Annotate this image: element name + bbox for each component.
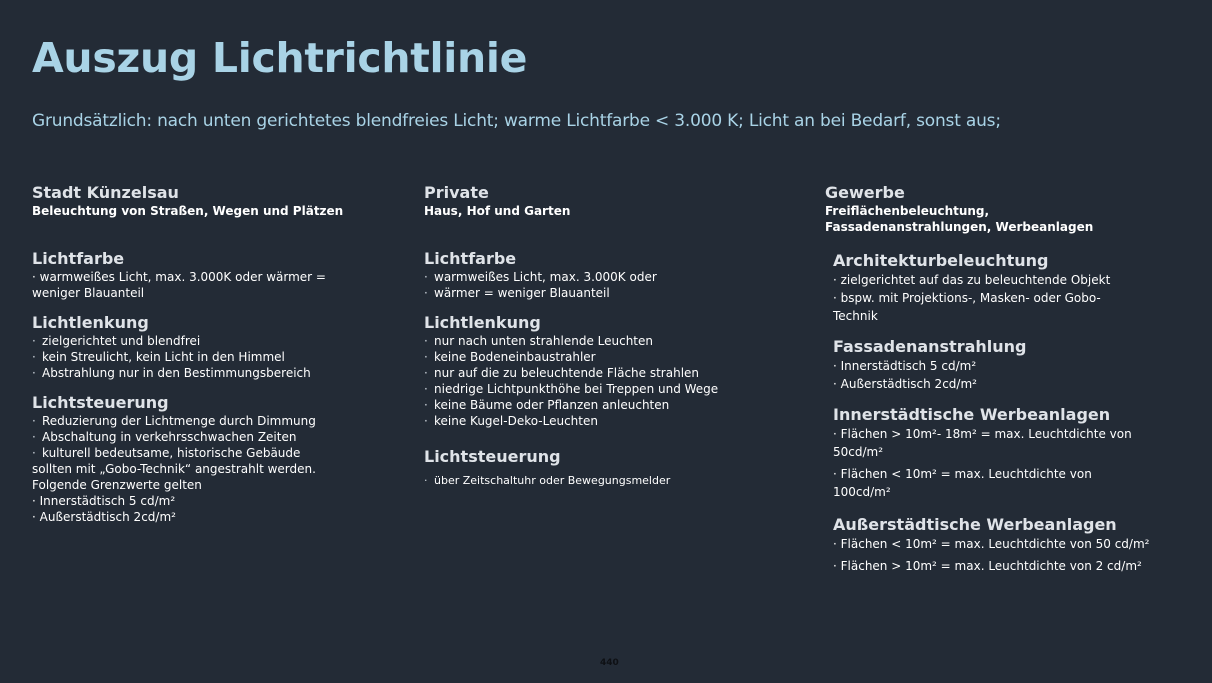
list-item: weniger Blauanteil [32, 286, 145, 300]
heading-innerstaedtisch: Innerstädtische Werbeanlagen [833, 405, 1111, 424]
column-stadt [32, 183, 402, 525]
column-title: Gewerbe [825, 183, 905, 202]
list-fassade [833, 357, 1205, 393]
list-item: · niedrige Lichtpunkthöhe bei Treppen und Wege [424, 382, 719, 396]
list-architektur [833, 271, 1205, 325]
bullet-icon: · [32, 334, 36, 348]
list-lichtfarbe [424, 269, 794, 301]
list-lichtsteuerung [424, 473, 794, 489]
list-item: Folgende Grenzwerte gelten [32, 478, 202, 492]
list-item: · keine Bodeneinbaustrahler [424, 350, 596, 364]
list-ausserstaedtisch [833, 535, 1205, 575]
list-lichtsteuerung [32, 413, 402, 525]
list-lichtfarbe [32, 269, 402, 301]
list-innerstaedtisch [833, 425, 1205, 501]
list-item: · Außerstädtisch 2cd/m² [833, 377, 977, 391]
intro-text: Grundsätzlich: nach unten gerichtetes blendfreies Licht; warme Lichtfarbe < 3.000 K; Licht an bei Bedarf, sonst aus; [32, 111, 1001, 131]
list-item: · Außerstädtisch 2cd/m² [32, 510, 176, 524]
column-subtitle: Fassadenanstrahlungen, Werbeanlagen [825, 220, 1094, 234]
bullet-icon: · [424, 270, 428, 284]
list-item: · über Zeitschaltuhr oder Bewegungsmelder [424, 474, 671, 487]
bullet-icon: · [424, 334, 428, 348]
list-item: · Innerstädtisch 5 cd/m² [32, 494, 176, 508]
list-item: · Abschaltung in verkehrsschwachen Zeiten [32, 430, 297, 444]
list-item: · keine Bäume oder Pflanzen anleuchten [424, 398, 670, 412]
list-item: · keine Kugel-Deko-Leuchten [424, 414, 598, 428]
column-subtitle: Freiflächenbeleuchtung, [825, 204, 990, 218]
column-private [424, 183, 794, 489]
list-item: · warmweißes Licht, max. 3.000K oder wärmer = [32, 270, 326, 284]
bullet-icon: · [32, 366, 36, 380]
list-item: · Flächen > 10m² = max. Leuchtdichte von 2 cd/m² [833, 559, 1142, 573]
bullet-icon: · [424, 398, 428, 412]
heading-lichtsteuerung: Lichtsteuerung [424, 447, 561, 466]
heading-fassade: Fassadenanstrahlung [833, 337, 1027, 356]
column-title: Stadt Künzelsau [32, 183, 179, 202]
list-item: · kein Streulicht, kein Licht in den Himmel [32, 350, 285, 364]
column-title: Private [424, 183, 489, 202]
bullet-icon: · [424, 474, 428, 487]
list-item: · nur nach unten strahlende Leuchten [424, 334, 653, 348]
column-gewerbe [825, 183, 1205, 575]
heading-lichtfarbe: Lichtfarbe [32, 249, 125, 268]
heading-ausserstaedtisch: Außerstädtische Werbeanlagen [833, 515, 1117, 534]
list-item: · Flächen < 10m² = max. Leuchtdichte von [833, 467, 1092, 481]
bullet-icon: · [32, 414, 36, 428]
bullet-icon: · [32, 446, 36, 460]
list-item: 100cd/m² [833, 485, 891, 499]
heading-lichtlenkung: Lichtlenkung [32, 313, 149, 332]
bullet-icon: · [424, 350, 428, 364]
list-lichtlenkung [32, 333, 402, 381]
list-item: · Reduzierung der Lichtmenge durch Dimmung [32, 414, 316, 428]
column-subtitle: Beleuchtung von Straßen, Wegen und Plätzen [32, 204, 344, 218]
list-item: · bspw. mit Projektions-, Masken- oder Gobo- [833, 291, 1101, 305]
bullet-icon: · [424, 382, 428, 396]
bullet-icon: · [424, 366, 428, 380]
list-lichtlenkung [424, 333, 794, 429]
list-item: · wärmer = weniger Blauanteil [424, 286, 610, 300]
list-item: · nur auf die zu beleuchtende Fläche strahlen [424, 366, 700, 380]
page-number: 440 [600, 658, 619, 668]
page-title: Auszug Lichtrichtlinie [32, 34, 528, 82]
bullet-icon: · [32, 350, 36, 364]
heading-lichtlenkung: Lichtlenkung [424, 313, 541, 332]
list-item: · Flächen < 10m² = max. Leuchtdichte von 50 cd/m² [833, 537, 1150, 551]
list-item: sollten mit „Gobo-Technik“ angestrahlt werden. [32, 462, 316, 476]
list-item: · warmweißes Licht, max. 3.000K oder [424, 270, 657, 284]
column-subtitle: Haus, Hof und Garten [424, 204, 571, 218]
bullet-icon: · [424, 286, 428, 300]
bullet-icon: · [32, 430, 36, 444]
list-item: · Innerstädtisch 5 cd/m² [833, 359, 977, 373]
list-item: · Flächen > 10m²- 18m² = max. Leuchtdichte von [833, 427, 1132, 441]
list-item: · zielgerichtet und blendfrei [32, 334, 201, 348]
list-item: 50cd/m² [833, 445, 884, 459]
list-item: · Abstrahlung nur in den Bestimmungsbereich [32, 366, 311, 380]
list-item: Technik [833, 309, 878, 323]
heading-lichtfarbe: Lichtfarbe [424, 249, 517, 268]
heading-lichtsteuerung: Lichtsteuerung [32, 393, 169, 412]
heading-architektur: Architekturbeleuchtung [833, 251, 1049, 270]
bullet-icon: · [424, 414, 428, 428]
list-item: · kulturell bedeutsame, historische Gebäude [32, 446, 301, 460]
list-item: · zielgerichtet auf das zu beleuchtende Objekt [833, 273, 1111, 287]
